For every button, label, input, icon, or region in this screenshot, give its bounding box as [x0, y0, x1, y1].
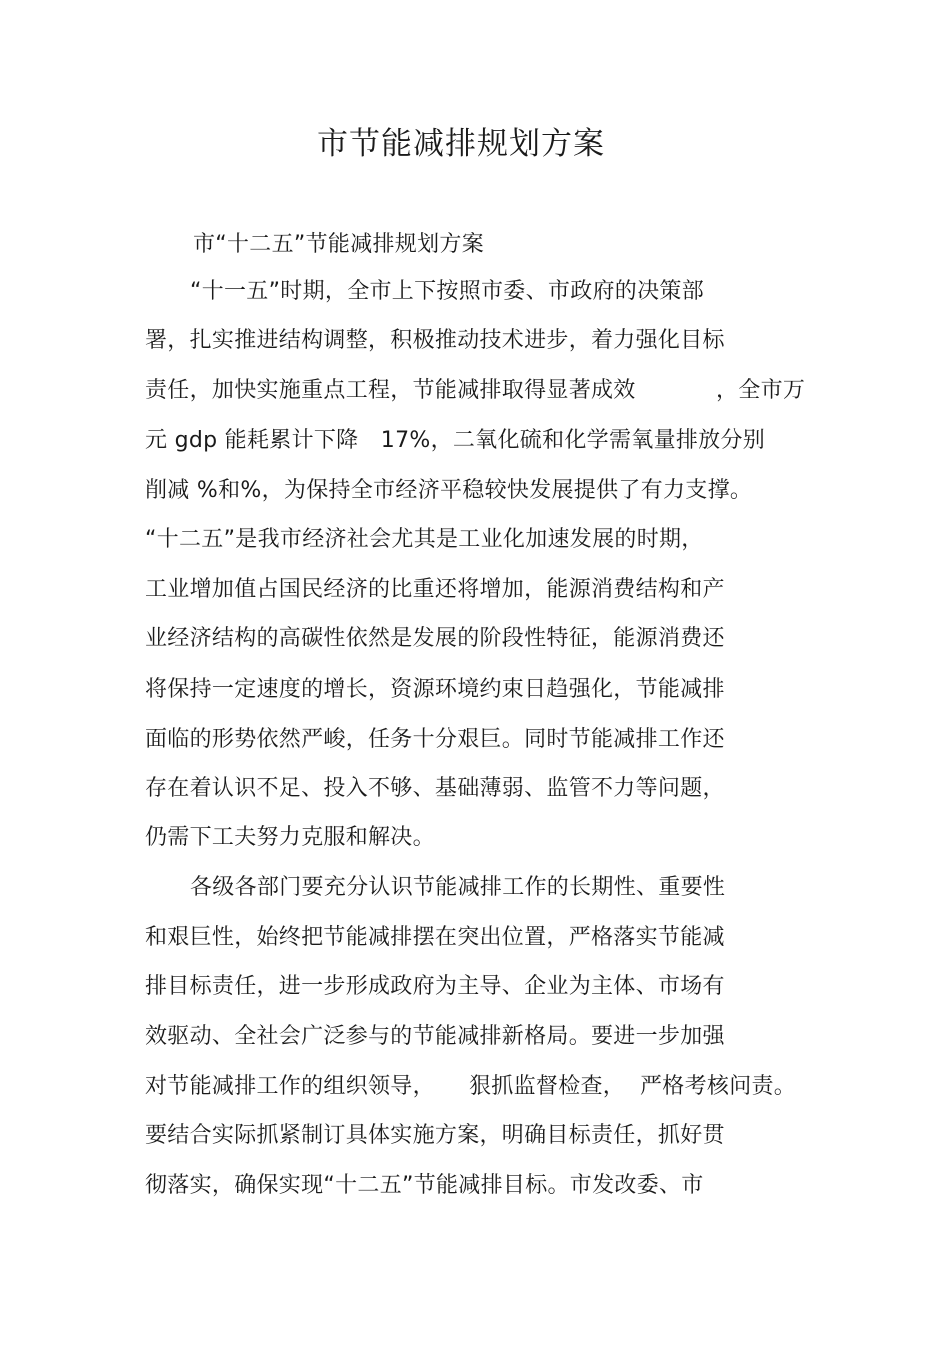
paragraph-line: 和艰巨性，始终把节能减排摆在突出位置，严格落实节能减 — [145, 925, 725, 950]
paragraph-line: 对节能减排工作的组织领导， — [145, 1074, 435, 1099]
paragraph-line: 彻落实，确保实现“十二五”节能减排目标。市发改委、市 — [145, 1173, 704, 1198]
paragraph-line: 面临的形势依然严峻，任务十分艰巨。同时节能减排工作还 — [145, 727, 725, 752]
paragraph-line-fragment: 狠抓监督检查， — [469, 1074, 626, 1099]
paragraph-line: 要结合实际抓紧制订具体实施方案，明确目标责任，抓好贯 — [145, 1123, 725, 1148]
document-subtitle: 市“十二五”节能减排规划方案 — [193, 232, 484, 257]
paragraph-line: 各级各部门要充分认识节能减排工作的长期性、重要性 — [190, 875, 726, 900]
paragraph-line-fragment: ，全市万 — [716, 378, 806, 403]
paragraph-line: 元 gdp 能耗累计下降 17%，二氧化硫和化学需氧量排放分别 — [145, 428, 766, 453]
paragraph-line: “十一五”时期，全市上下按照市委、市政府的决策部 — [190, 279, 704, 304]
paragraph-line: 工业增加值占国民经济的比重还将增加，能源消费结构和产 — [145, 577, 725, 602]
document-title: 市节能减排规划方案 — [317, 126, 605, 162]
paragraph-line: 仍需下工夫努力克服和解决。 — [145, 825, 435, 850]
paragraph-line: 责任，加快实施重点工程，节能减排取得显著成效 — [145, 378, 636, 403]
paragraph-line: “十二五”是我市经济社会尤其是工业化加速发展的时期， — [145, 527, 704, 552]
paragraph-line: 削减 %和%，为保持全市经济平稳较快发展提供了有力支撑。 — [145, 478, 753, 503]
paragraph-line: 效驱动、全社会广泛参与的节能减排新格局。要进一步加强 — [145, 1024, 725, 1049]
paragraph-line: 署，扎实推进结构调整，积极推动技术进步，着力强化目标 — [145, 328, 725, 353]
paragraph-line: 存在着认识不足、投入不够、基础薄弱、监管不力等问题， — [145, 776, 725, 801]
paragraph-line: 将保持一定速度的增长，资源环境约束日趋强化，节能减排 — [145, 677, 725, 702]
paragraph-line: 排目标责任，进一步形成政府为主导、企业为主体、市场有 — [145, 974, 725, 999]
paragraph-line: 业经济结构的高碳性依然是发展的阶段性特征，能源消费还 — [145, 626, 725, 651]
paragraph-line-fragment: 严格考核问责。 — [640, 1074, 797, 1099]
